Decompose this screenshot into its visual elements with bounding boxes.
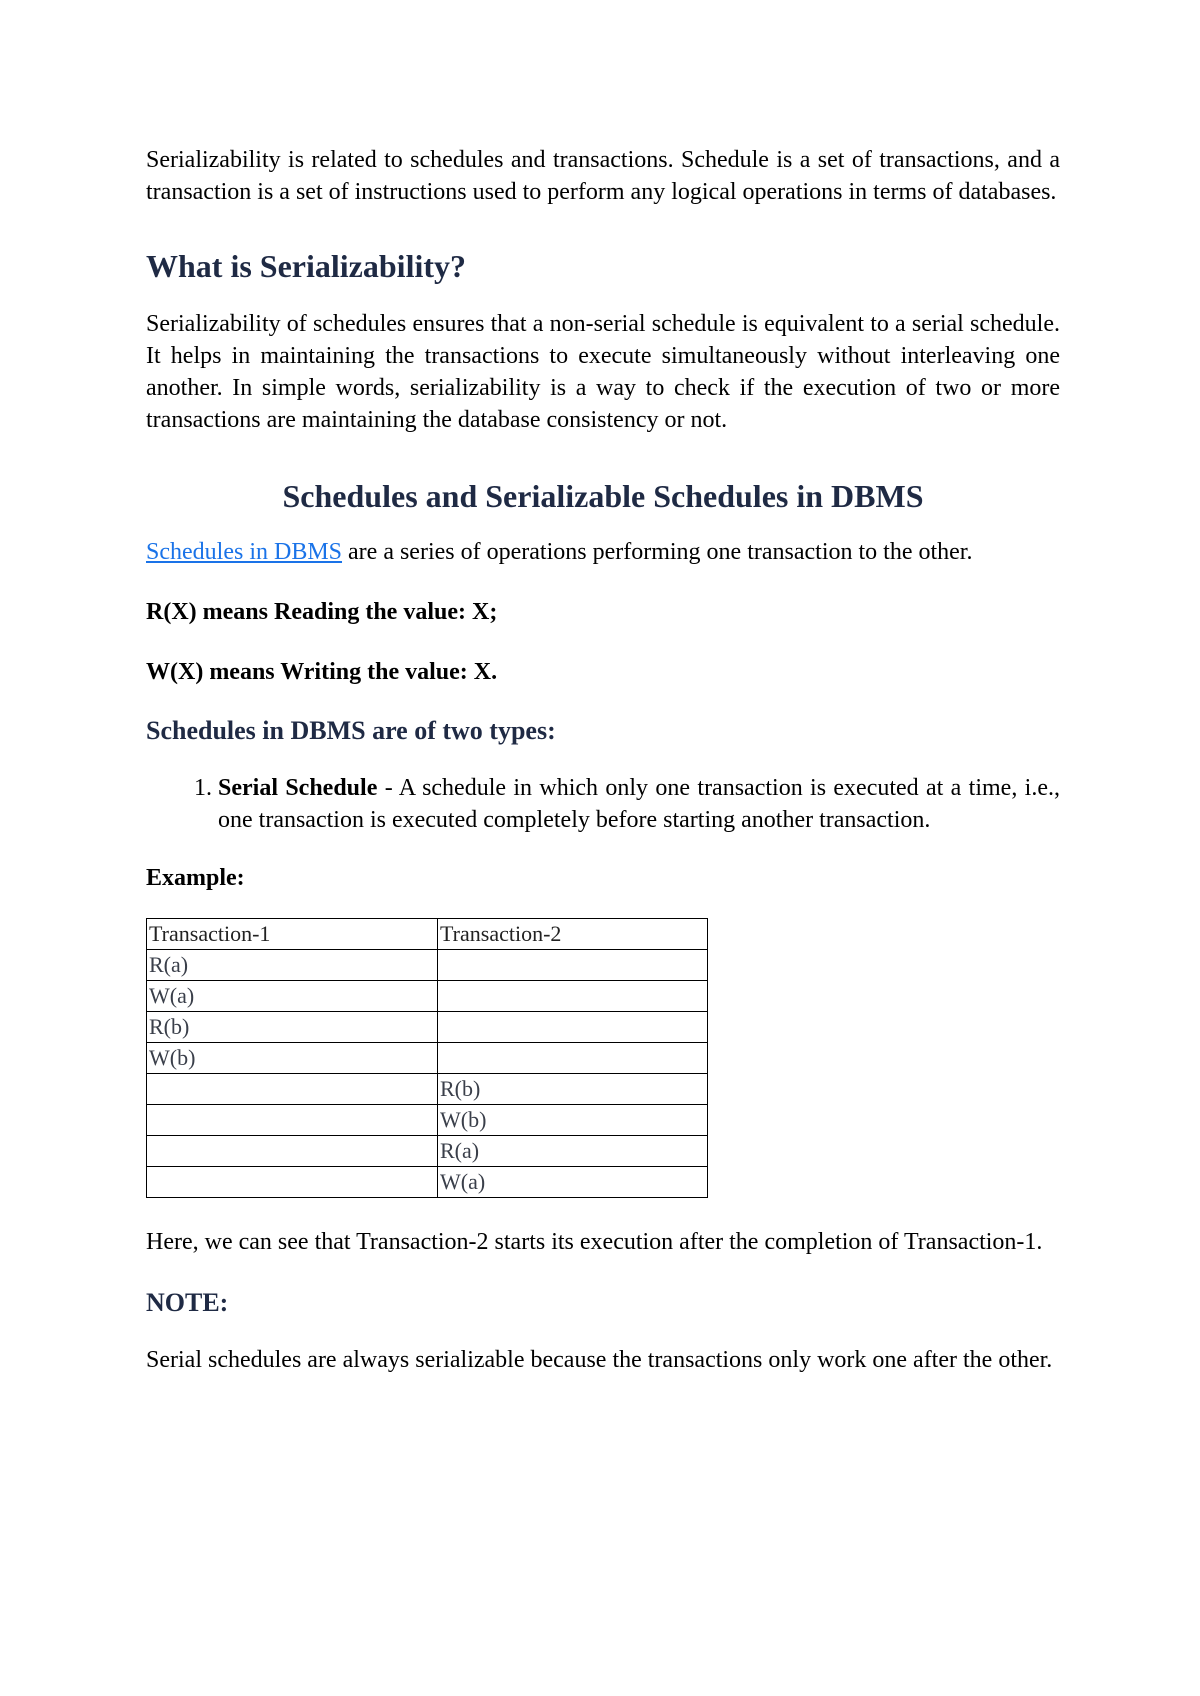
table-cell (147, 1074, 438, 1105)
table-row (147, 950, 708, 981)
intro-paragraph: Serializability is related to schedules and transactions. Schedule is a set of transactions, and a transaction is a set of instructions used to perform any logical operations in terms of databases. (146, 147, 1060, 205)
schedules-paragraph-text: are a series of operations performing one transaction to the other. (342, 539, 973, 565)
heading-schedule-types: Schedules in DBMS are of two types: (146, 716, 556, 745)
table-cell (147, 1136, 438, 1167)
table-cell: W(a) (147, 981, 438, 1012)
table-cell (147, 1105, 438, 1136)
table-cell (438, 1012, 708, 1043)
serializability-paragraph: Serializability of schedules ensures that a non-serial schedule is equivalent to a serial schedule. It helps in maintaining the transactions to execute simultaneously without interleaving one another. In simple words, serializability is a way to check if the execution of two or more transactions are maintaining the database consistency or not. (146, 311, 1060, 433)
table-cell: R(b) (438, 1074, 708, 1105)
column-header-transaction-1: Transaction-1 (147, 919, 438, 950)
note-heading: NOTE: (146, 1288, 229, 1317)
table-cell: R(a) (147, 950, 438, 981)
table-cell: R(a) (438, 1136, 708, 1167)
table-row (147, 981, 708, 1012)
schedules-paragraph (146, 536, 1060, 568)
table-cell (147, 1167, 438, 1198)
table-row (147, 1043, 708, 1074)
table-cell: W(b) (147, 1043, 438, 1074)
table-header-row (147, 919, 708, 950)
schedule-table (146, 918, 708, 1198)
read-definition: R(X) means Reading the value: X; (146, 599, 498, 625)
heading-what-is-serializability: What is Serializability? (146, 248, 466, 284)
schedules-in-dbms-link[interactable]: Schedules in DBMS (146, 539, 343, 565)
table-row (147, 1105, 708, 1136)
table-row (147, 1074, 708, 1105)
serial-schedule-term: Serial Schedule (218, 775, 378, 801)
column-header-transaction-2: Transaction-2 (438, 919, 708, 950)
schedule-types-list (146, 772, 1060, 836)
table-row (147, 1012, 708, 1043)
heading-schedules-serializable: Schedules and Serializable Schedules in DBMS (282, 478, 924, 514)
table-cell: W(b) (438, 1105, 708, 1136)
table-cell: W(a) (438, 1167, 708, 1198)
after-table-paragraph: Here, we can see that Transaction-2 starts its execution after the completion of Transaction-1. (146, 1229, 1043, 1255)
table-cell (438, 950, 708, 981)
note-paragraph: Serial schedules are always serializable because the transactions only work one after the other. (146, 1347, 1053, 1373)
table-cell (438, 981, 708, 1012)
table-cell (438, 1043, 708, 1074)
list-item (218, 772, 1060, 836)
example-label: Example: (146, 865, 245, 891)
document-page (146, 144, 1060, 1376)
table-cell: R(b) (147, 1012, 438, 1043)
table-row (147, 1167, 708, 1198)
table-row (147, 1136, 708, 1167)
write-definition: W(X) means Writing the value: X. (146, 659, 498, 685)
serial-schedule-description: - A schedule in which only one transaction is executed at a time, i.e., one transaction is executed completely before starting another transaction. (218, 775, 1060, 833)
